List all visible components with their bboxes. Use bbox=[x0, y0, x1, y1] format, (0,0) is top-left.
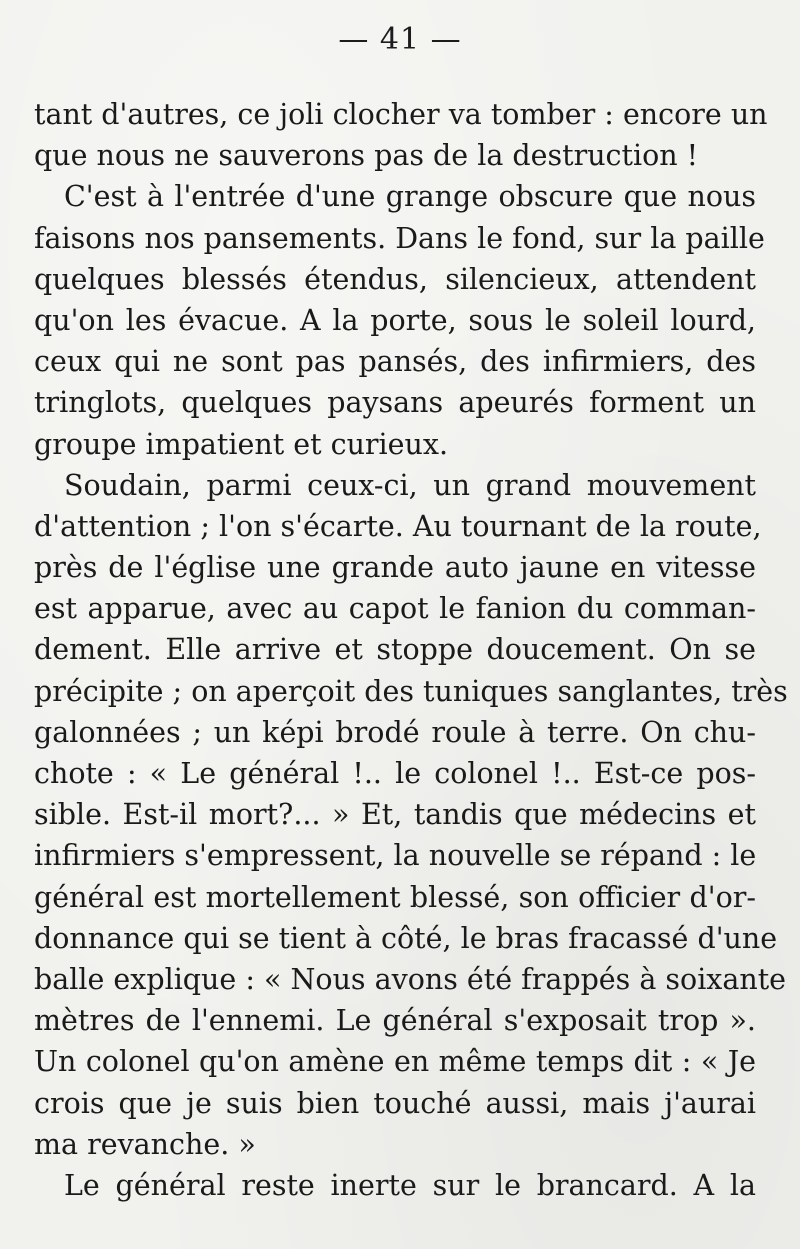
text-line: sible. Est-il mort?... » Et, tandis que médecins et bbox=[34, 798, 756, 832]
text-line: chote : « Le général !.. le colonel !.. Est-ce pos- bbox=[34, 757, 756, 790]
text-line: que nous ne sauverons pas de la destruction ! bbox=[34, 139, 699, 173]
text-line: Soudain, parmi ceux-ci, un grand mouvement bbox=[64, 468, 756, 502]
text-line: Un colonel qu'on amène en même temps dit : « Je bbox=[34, 1045, 756, 1079]
text-line: infirmiers s'empressent, la nouvelle se répand : le bbox=[34, 839, 757, 873]
text-line: crois que je suis bien touché aussi, mais j'aurai bbox=[34, 1086, 756, 1120]
text-line: d'attention ; l'on s'écarte. Au tournant de la route, bbox=[34, 509, 762, 543]
text-line: tant d'autres, ce joli clocher va tomber : encore un bbox=[34, 98, 768, 131]
text-line: balle explique : « Nous avons été frappés à soixante bbox=[34, 962, 787, 996]
body-text bbox=[34, 94, 788, 1206]
text-line: qu'on les évacue. A la porte, sous le soleil lourd, bbox=[34, 303, 756, 337]
text-line: Le général reste inerte sur le brancard. A la bbox=[64, 1168, 756, 1202]
text-line: mètres de l'ennemi. Le général s'exposait trop ». bbox=[34, 1004, 756, 1038]
text-line: donnance qui se tient à côté, le bras fracassé d'une bbox=[34, 921, 778, 955]
text-line: est apparue, avec au capot le fanion du comman- bbox=[34, 592, 756, 626]
text-line: tringlots, quelques paysans apeurés forment un bbox=[34, 386, 756, 420]
text-line: général est mortellement blessé, son officier d'or- bbox=[34, 880, 756, 914]
text-line: C'est à l'entrée d'une grange obscure que nous bbox=[64, 180, 756, 214]
text-line: près de l'église une grande auto jaune en vitesse bbox=[34, 551, 756, 585]
text-line: précipite ; on aperçoit des tuniques sanglantes, très bbox=[34, 674, 788, 708]
text-line: ceux qui ne sont pas pansés, des infirmiers, des bbox=[34, 345, 756, 379]
text-line: groupe impatient et curieux. bbox=[34, 427, 449, 461]
text-line: ma revanche. » bbox=[34, 1127, 256, 1161]
text-line: quelques blessés étendus, silencieux, attendent bbox=[34, 262, 756, 296]
text-line: dement. Elle arrive et stoppe doucement. On se bbox=[34, 633, 756, 667]
text-line: faisons nos pansements. Dans le fond, sur la paille bbox=[34, 221, 765, 255]
page-number: — 41 — bbox=[338, 22, 462, 57]
text-line: galonnées ; un képi brodé roule à terre. On chu- bbox=[34, 715, 756, 749]
